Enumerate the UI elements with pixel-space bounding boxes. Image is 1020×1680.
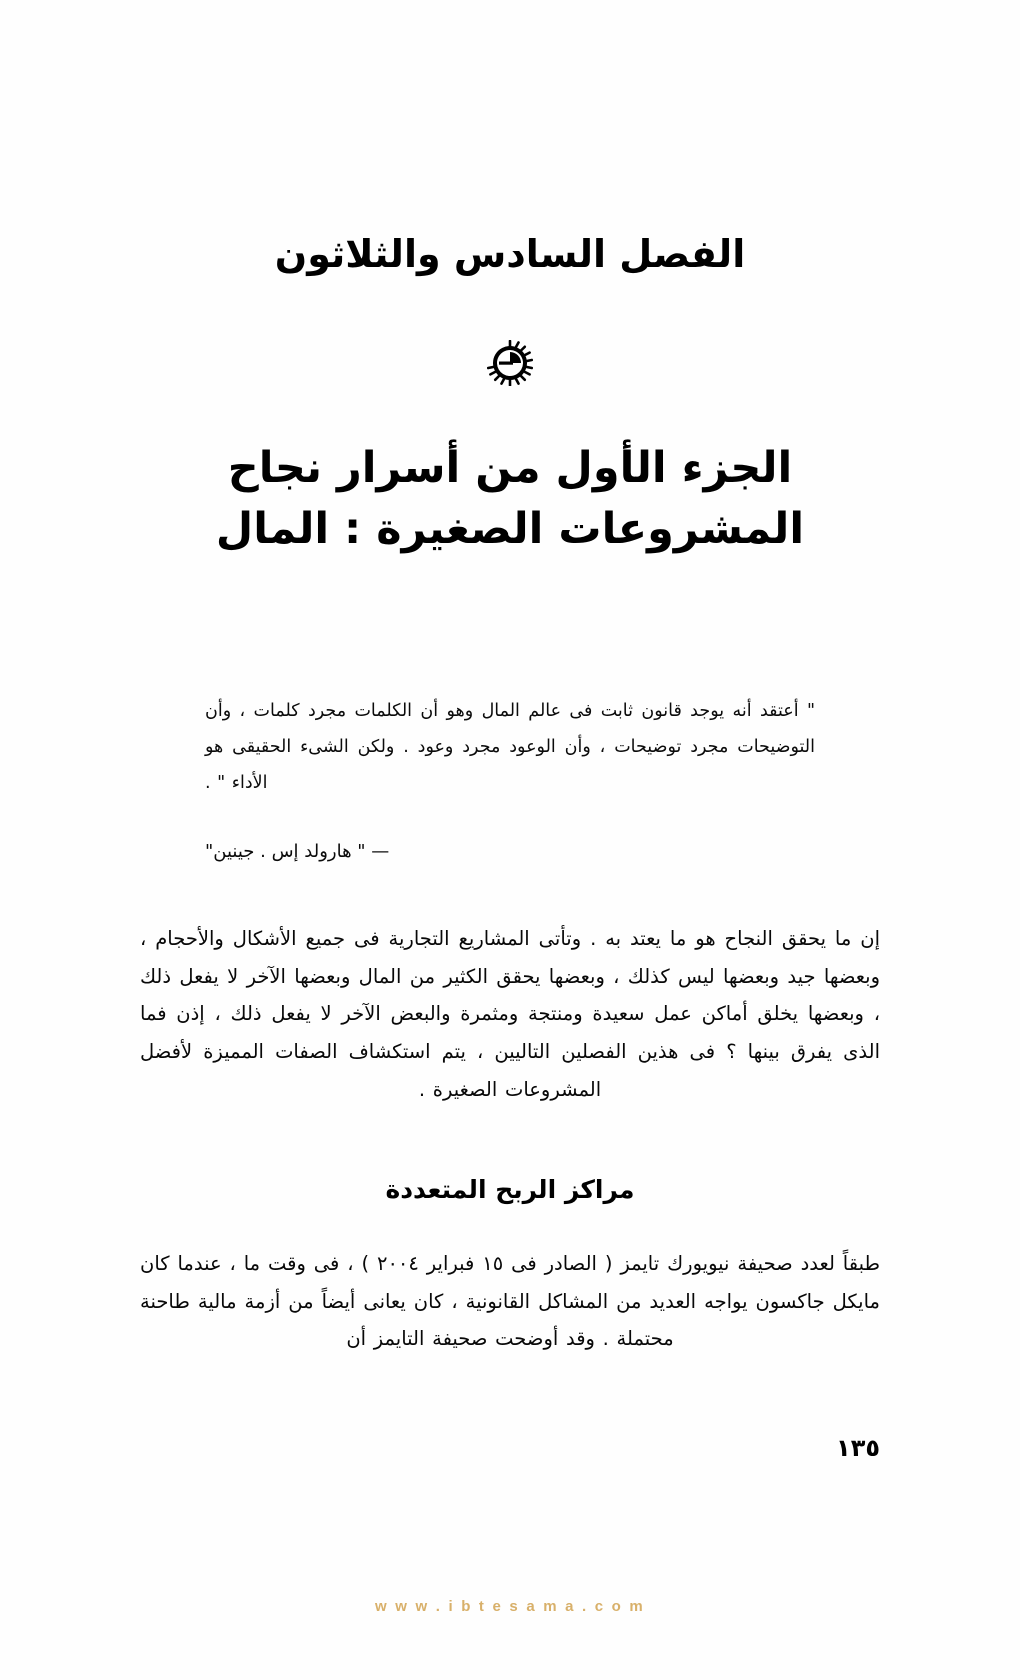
body-paragraph-2: طبقاً لعدد صحيفة نيويورك تايمز ( الصادر فى ١٥ فبراير ٢٠٠٤ ) ، فى وقت ما ، عندما كان مايكل جاكسون يواجه العديد من المشاكل القانونية ، كان يعانى أيضاً من أزمة مالية طاحنة محتملة . وقد أوضحت صحيفة التايمز أن xyxy=(140,1252,880,1351)
watermark: w w w . i b t e s a m a . c o m xyxy=(375,1598,645,1615)
ornament-container xyxy=(0,340,1020,392)
page-title xyxy=(120,438,900,560)
chapter-heading: الفصل السادس والثلاثون xyxy=(274,232,746,276)
page-number: ١٣٥ xyxy=(836,1434,880,1462)
title-line-1: الجزء الأول من أسرار نجاح xyxy=(227,443,793,493)
title-line-2: المشروعات الصغيرة : المال xyxy=(215,504,805,555)
epigraph-quote: " أعتقد أنه يوجد قانون ثابت فى عالم المال وهو أن الكلمات مجرد كلمات ، وأن التوضيحات مجرد توضيحات ، وأن الوعود مجرد وعود . ولكن الشىء الحقيقى هو الأداء " . xyxy=(205,701,815,793)
section-heading: مراكز الربح المتعددة xyxy=(385,1175,635,1204)
epigraph-attribution: — " هارولد إس . جينين" xyxy=(205,841,390,862)
sunburst-ornament-icon xyxy=(487,340,533,386)
body-paragraph-1: إن ما يحقق النجاح هو ما يعتد به . وتأتى المشاريع التجارية فى جميع الأشكال والأحجام ، وبعضها جيد وبعضها ليس كذلك ، وبعضها يحقق الكثير من المال وبعضها الآخر لا يفعل ذلك ، وبعضها يخلق أماكن عمل سعيدة ومنتجة ومثمرة والبعض الآخر لا يفعل ذلك ، إذن فما الذى يفرق بينها ؟ فى هذين الفصلين التاليين ، يتم استكشاف الصفات المميزة لأفضل المشروعات الصغيرة . xyxy=(140,927,880,1101)
